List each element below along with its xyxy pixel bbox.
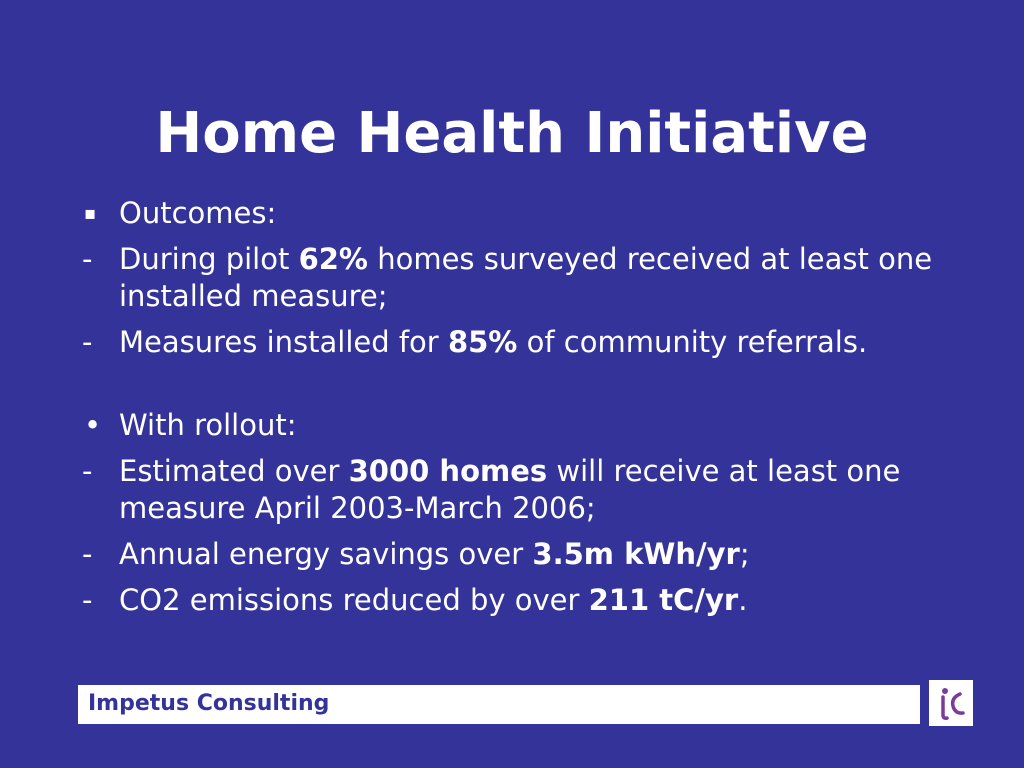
item-text-after: ; (739, 537, 750, 571)
list-item (78, 536, 958, 573)
item-highlight: 85% (447, 325, 518, 359)
dash-bullet-icon: - (82, 242, 93, 276)
dash-bullet-icon: - (82, 454, 93, 488)
dot-bullet-icon: • (84, 408, 102, 442)
footer-company-name: Impetus Consulting (88, 691, 330, 716)
item-text-before: During pilot (119, 242, 299, 276)
item-text-after: will receive at least one measure April 2003-March 2006; (119, 454, 901, 525)
dash-bullet-icon: - (82, 537, 93, 571)
item-text-after: homes surveyed received at least one installed measure; (119, 242, 933, 313)
bullet-list (78, 195, 958, 628)
section-heading-label: Outcomes: (119, 196, 277, 230)
section-spacer (78, 370, 958, 407)
dash-bullet-icon: - (82, 583, 93, 617)
slide-title: Home Health Initiative (155, 101, 869, 166)
item-text-before: CO2 emissions reduced by over (119, 583, 589, 617)
list-item (78, 582, 958, 619)
section-heading-label: With rollout: (119, 408, 297, 442)
list-item (78, 241, 958, 315)
item-highlight: 3.5m kWh/yr (532, 537, 740, 571)
impetus-logo-graphic (929, 680, 973, 726)
item-highlight: 62% (298, 242, 368, 276)
impetus-logo-icon (929, 680, 973, 726)
item-highlight: 211 tC/yr (588, 583, 739, 617)
section-heading-rollout (78, 407, 958, 444)
item-text-before: Estimated over (119, 454, 349, 488)
dash-bullet-icon: - (82, 325, 93, 359)
item-text-before: Measures installed for (119, 325, 448, 359)
section-heading-outcomes (78, 195, 958, 232)
list-item (78, 453, 958, 527)
item-highlight: 3000 homes (348, 454, 548, 488)
item-text-after: . (738, 583, 748, 617)
square-bullet-icon: ▪ (84, 203, 97, 224)
item-text-before: Annual energy savings over (119, 537, 533, 571)
list-item (78, 324, 958, 361)
footer-bar (78, 685, 920, 724)
item-text-after: of community referrals. (517, 325, 868, 359)
